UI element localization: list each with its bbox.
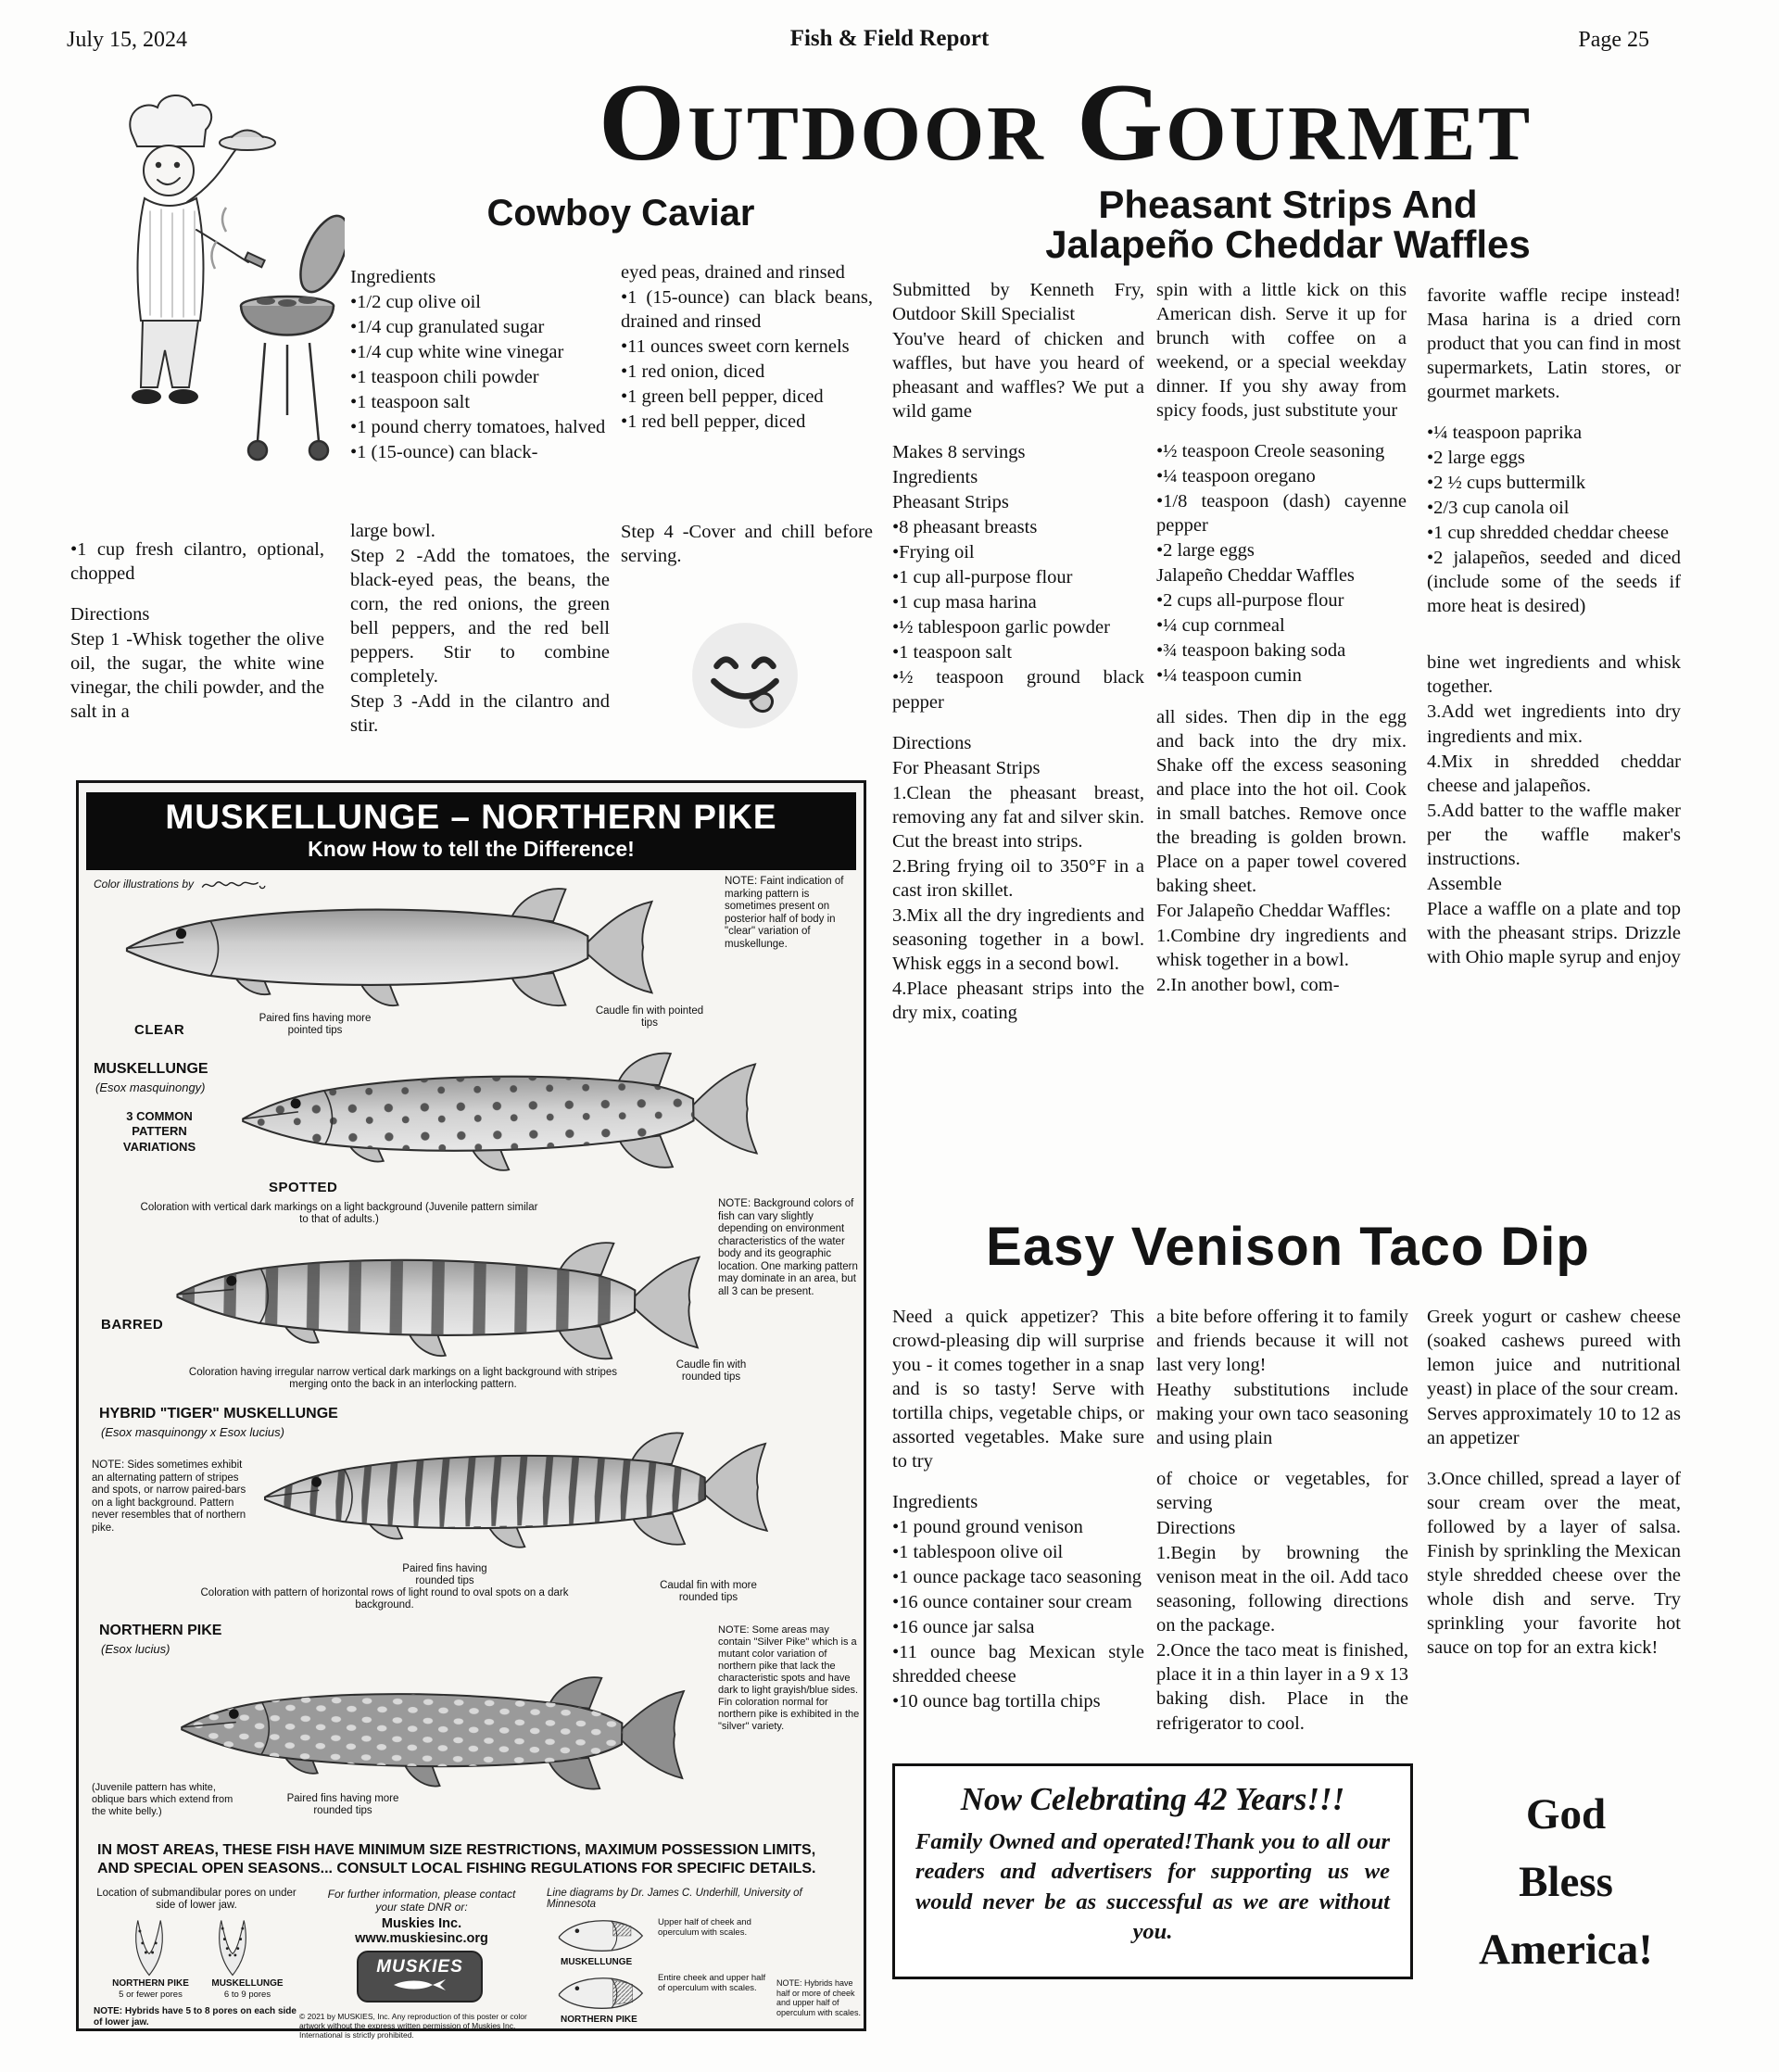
poster-title: MUSKELLUNGE – NORTHERN PIKE <box>165 798 777 836</box>
venison-column-1 <box>892 1305 1144 1715</box>
paragraph <box>1156 423 1407 438</box>
paragraph: 4.Place pheasant strips into the dry mix, coating <box>892 978 1144 1023</box>
paragraph: 2.In another bowl, com- <box>1156 974 1340 995</box>
paragraph: Makes 8 servings <box>892 442 1026 463</box>
juvenile-pattern-note: (Juvenile pattern has white, oblique bars which extend from the white belly.) <box>92 1782 233 1817</box>
pike-name: NORTHERN PIKE <box>99 1623 222 1638</box>
pores-muskie-count: 6 to 9 pores <box>223 1990 271 2000</box>
paragraph: Heathy substitutions include making your own taco seasoning and using plain <box>1156 1380 1408 1449</box>
paragraph: Need a quick appetizer? This crowd-pleasing dip will surprise you - it comes together in a snap and is so tasty! Serve with tortilla chips, vegetable chips, or assorted vegetables. Make sure to try <box>892 1307 1144 1472</box>
paragraph: •1 (15-ounce) can black- <box>350 442 538 463</box>
paragraph: •1 pound ground venison <box>892 1517 1083 1538</box>
cowboy-caviar-ingredients-col2 <box>621 260 873 435</box>
poster-title-bar <box>86 792 856 870</box>
pheasant-column-1 <box>892 278 1144 1026</box>
pike-sci-name: (Esox lucius) <box>101 1642 170 1656</box>
anniversary-body: Family Owned and operated!Thank you to all our readers and advertisers for supporting us we would never be as successful as we are without you. <box>915 1829 1390 1944</box>
paragraph <box>1156 689 1407 704</box>
paragraph: •8 pheasant breasts <box>892 517 1038 538</box>
line-diagrams-credit: Line diagrams by Dr. James C. Underhill, University of Minnesota <box>547 1888 802 1910</box>
pheasant-column-2 <box>1156 278 1407 998</box>
clear-muskellunge-illustration <box>127 889 652 1005</box>
coloration-pike-text: Coloration with pattern of horizontal rows of light round to oval spots on a dark background. <box>200 1587 569 1611</box>
paragraph: •2 cups all-purpose flour <box>1156 590 1344 612</box>
contact-line1: For further information, please contact <box>327 1888 516 1901</box>
callout-caudle-fin-rounded: Caudle fin with rounded tips <box>675 1359 747 1383</box>
paragraph: Jalapeño Cheddar Waffles <box>1156 565 1355 587</box>
pheasant-title-line2: Jalapeño Cheddar Waffles <box>1045 221 1531 266</box>
cheek-pike-note: Entire cheek and upper half of operculum with scales. <box>658 1973 766 1994</box>
hybrid-name: HYBRID "TIGER" MUSKELLUNGE <box>99 1406 338 1421</box>
cheek-muskie-label: MUSKELLUNGE <box>561 1957 633 1967</box>
paragraph: •1/4 cup granulated sugar <box>350 317 545 338</box>
note-background-colors: NOTE: Background colors of fish can vary slightly depending on environment characteristics of the water body and its geographic location. One marking pattern may dominate in an area, but all 3 can be present. <box>718 1198 858 1297</box>
paragraph: •1 teaspoon salt <box>892 642 1013 663</box>
recipe-title-venison-taco-dip: Easy Venison Taco Dip <box>986 1217 1590 1277</box>
paragraph: all sides. Then dip in the egg and back into the dry mix. Shake off the excess seasoning and place into the hot oil. Cook in small batches. Remove once the breading is golden brown. Place on a paper towel covered baking sheet. <box>1156 706 1407 896</box>
pheasant-title-line1: Pheasant Strips And <box>1098 183 1478 226</box>
spotted-muskellunge-illustration <box>242 1052 757 1175</box>
contact-organization: Muskies Inc. <box>381 1916 462 1931</box>
illustration-credit <box>94 878 271 892</box>
pores-hybrid-note: NOTE: Hybrids have 5 to 8 pores on each side of lower jaw. <box>94 2006 296 2028</box>
paragraph: •1 teaspoon salt <box>350 392 471 413</box>
kettle-grill-icon <box>211 208 345 460</box>
paragraph: •2 large eggs <box>1156 540 1255 562</box>
yum-face-emoji-icon <box>688 619 801 732</box>
paragraph: of choice or vegetables, for serving <box>1156 1469 1408 1514</box>
venison-column-2 <box>1156 1305 1408 1737</box>
paragraph: •¾ teaspoon baking soda <box>1156 640 1346 662</box>
header-date: July 15, 2024 <box>67 28 188 52</box>
callout-caudal-fin-more-rounded: Caudal fin with more rounded tips <box>660 1580 757 1604</box>
paragraph: Ingredients <box>350 267 436 287</box>
pores-pike-label <box>107 1978 195 2000</box>
callout-paired-fins-rounded: Paired fins having rounded tips <box>402 1563 487 1587</box>
paragraph: •16 ounce container sour cream <box>892 1592 1132 1613</box>
pheasant-column-3 <box>1427 284 1681 970</box>
anniversary-box <box>892 1763 1413 1979</box>
publication-name: Fish & Field Report <box>789 26 990 51</box>
paragraph: •1 green bell pepper, diced <box>621 386 824 408</box>
cowboy-caviar-steps <box>350 519 610 739</box>
barred-muskellunge-illustration <box>176 1235 699 1360</box>
paragraph: •1 red onion, diced <box>621 361 765 383</box>
muskellunge-sci-name: (Esox masquinongy) <box>95 1080 206 1094</box>
paragraph <box>1427 405 1681 420</box>
cowboy-caviar-ingredients-col1 <box>350 265 610 465</box>
paragraph: spin with a little kick on this American dish. Serve it up for brunch with coffee on a weekend, or a special weekday dinner. If you shy away from spicy foods, just substitute your <box>1156 280 1407 422</box>
cheek-pike-label: NORTHERN PIKE <box>561 2015 637 2025</box>
paragraph: •½ teaspoon Creole seasoning <box>1156 441 1385 462</box>
muskies-inc-logo <box>357 1951 483 2003</box>
paragraph: •¼ cup cornmeal <box>1156 615 1285 637</box>
chef-at-grill-illustration <box>76 72 345 489</box>
paragraph: Greek yogurt or cashew cheese (soaked cashews pureed with lemon juice and nutritional yeast) in place of the sour cream. <box>1427 1307 1681 1400</box>
paragraph: •1 cup all-purpose flour <box>892 567 1073 588</box>
paragraph: •½ teaspoon ground black pepper <box>892 667 1144 713</box>
paragraph: 1.Clean the pheasant breast, removing any fat and silver skin. Cut the breast into strips. <box>892 782 1144 852</box>
paragraph: You've heard of chicken and waffles, but have you heard of pheasant and waffles? We put a wild game <box>892 329 1144 423</box>
paragraph <box>70 587 324 601</box>
paragraph: eyed peas, drained and rinsed <box>621 262 845 283</box>
paragraph: •Frying oil <box>892 542 975 563</box>
hybrid-tiger-muskellunge-illustration <box>264 1432 767 1552</box>
paragraph: •1/8 teaspoon (dash) cayenne pepper <box>1156 491 1407 537</box>
pores-pike-name: NORTHERN PIKE <box>112 1978 189 1989</box>
northern-pike-illustration <box>181 1670 684 1790</box>
paragraph <box>1427 635 1681 650</box>
recipe-title-cowboy-caviar: Cowboy Caviar <box>486 193 755 234</box>
northern-pike-head-diagram <box>560 1978 643 2008</box>
paragraph: •¼ teaspoon oregano <box>1156 466 1316 487</box>
paragraph: large bowl. <box>350 521 435 541</box>
god-bless-line2: Bless <box>1519 1857 1613 1906</box>
paragraph: Place a waffle on a plate and top with the pheasant strips. Drizzle with Ohio maple syrup and enjoy <box>1427 898 1681 967</box>
muskellunge-head-diagram <box>560 1921 643 1951</box>
paragraph: •1/2 cup olive oil <box>350 292 481 313</box>
muskies-logo-text: MUSKIES <box>376 1957 463 1977</box>
god-bless-line3: America! <box>1479 1925 1653 1974</box>
paragraph: •¼ teaspoon paprika <box>1427 423 1583 444</box>
paragraph: Directions <box>70 604 150 625</box>
paragraph: Pheasant Strips <box>892 492 1009 513</box>
fish-silhouette-icon <box>392 1977 448 1992</box>
paragraph: Step 3 -Add in the cilantro and stir. <box>350 691 610 737</box>
chef-hat-icon <box>130 95 211 146</box>
paragraph: 2.Bring frying oil to 350°F in a cast iron skillet. <box>892 855 1144 901</box>
note-hybrid-sides: NOTE: Sides sometimes exhibit an alternating pattern of stripes and spots, or narrow paired-bars on a light background. Pattern never resembles that of northern pike. <box>92 1459 246 1534</box>
muskellunge-jaw-pores-diagram <box>220 1920 246 1975</box>
poster-copyright: © 2021 by MUSKIES, Inc. Any reproduction of this poster or color artwork without the express written permission of Muskies Inc. International is strictly prohibited. <box>299 2012 527 2040</box>
paragraph: 1.Combine dry ingredients and whisk together in a bowl. <box>1156 925 1407 970</box>
venison-column-3 <box>1427 1305 1681 1661</box>
paragraph: favorite waffle recipe instead! Masa harina is a dried corn product that you can find in most supermarkets, Latin stores, or gourmet markets. <box>1427 285 1681 403</box>
pores-muskie-name: MUSKELLUNGE <box>211 1978 284 1989</box>
paragraph: a bite before offering it to family and friends because it will not last very long! <box>1156 1307 1408 1376</box>
paragraph <box>892 1474 1144 1489</box>
paragraph: 2.Once the taco meat is finished, place it in a thin layer in a 9 x 13 baking dish. Place in the refrigerator to cool. <box>1156 1640 1408 1734</box>
callout-paired-fins-pointed: Paired fins having more pointed tips <box>259 1013 372 1037</box>
paragraph: 1.Begin by browning the venison meat in the oil. Add taco seasoning, following directions on the package. <box>1156 1543 1408 1636</box>
label-spotted: SPOTTED <box>269 1180 338 1195</box>
paragraph: Step 2 -Add the tomatoes, the black-eyed peas, the beans, the corn, the red onions, the green bell peppers, and the red bell peppers. Stir to combine completely. <box>350 546 610 688</box>
paragraph: •1 tablespoon olive oil <box>892 1542 1064 1563</box>
paragraph: Assemble <box>1427 873 1502 894</box>
hybrid-sci-name: (Esox masquinongy x Esox lucius) <box>101 1425 284 1439</box>
god-bless-line1: God <box>1525 1790 1607 1838</box>
artist-signature-icon <box>196 878 271 892</box>
cheek-hybrid-note: NOTE: Hybrids have half or more of cheek and upper half of operculum with scales. <box>776 1978 862 2017</box>
page-title: Outdoor Gourmet <box>598 60 1533 183</box>
paragraph: 3.Add wet ingredients into dry ingredients and mix. <box>1427 701 1681 747</box>
contact-line2: your state DNR or: <box>375 1901 468 1914</box>
god-bless-america-text <box>1445 1781 1686 1984</box>
regulations-warning: IN MOST AREAS, THESE FISH HAVE MINIMUM SIZE RESTRICTIONS, MAXIMUM POSSESSION LIMITS, AND SPECIAL OPEN SEASONS... CONSULT LOCAL FISHING REGULATIONS FOR SPECIFIC DETAILS. <box>97 1842 816 1876</box>
pattern-variations-label: 3 COMMON PATTERN VARIATIONS <box>122 1109 196 1154</box>
paragraph: •1 pound cherry tomatoes, halved <box>350 417 606 438</box>
paragraph: •1 cup shredded cheddar cheese <box>1427 523 1670 544</box>
credit-text: Color illustrations by <box>94 878 195 891</box>
anniversary-title: Now Celebrating 42 Years!!! <box>960 1781 1345 1817</box>
paragraph: •2 ½ cups buttermilk <box>1427 473 1586 494</box>
contact-block <box>316 1888 527 1946</box>
fish-identification-poster <box>76 780 866 2040</box>
paragraph: •1/4 cup white wine vinegar <box>350 342 564 363</box>
pores-heading: Location of submandibular pores on under side of lower jaw. <box>96 1888 296 1912</box>
paragraph: •1 ounce package taco seasoning <box>892 1567 1142 1588</box>
paragraph: 3.Once chilled, spread a layer of sour cream over the meat, followed by a layer of salsa. Finish by sprinkling the Mexican style shredded cheese over the whole dish and serve. Try sprinkling your favorite hot sauce on top for an extra kick! <box>1427 1469 1681 1659</box>
paragraph: •1 teaspoon chili powder <box>350 367 539 388</box>
note-silver-pike: NOTE: Some areas may contain "Silver Pike" which is a mutant color variation of northern pike that lack the characteristic spots and have dark to light grayish/blue sides. Fin coloration normal for northern pike is exhibited in the "silver" variety. <box>718 1624 860 1732</box>
cowboy-caviar-step4: Step 4 -Cover and chill before serving. <box>621 522 873 567</box>
note-clear-variation: NOTE: Faint indication of marking pattern is sometimes present on posterior half of body in "clear" variation of muskellunge. <box>725 876 844 950</box>
paragraph: Directions <box>1156 1518 1236 1539</box>
pores-muskie-label <box>201 1978 294 2000</box>
paragraph: Ingredients <box>892 467 978 488</box>
paragraph: 3.Mix all the dry ingredients and seasoning together in a bowl. Whisk eggs in a second bowl. <box>892 904 1144 974</box>
paragraph: •2 large eggs <box>1427 448 1525 469</box>
paragraph: Serves approximately 10 to 12 as an appetizer <box>1427 1404 1681 1449</box>
page-number: Page 25 <box>1578 28 1649 52</box>
muskellunge-name: MUSKELLUNGE <box>94 1061 208 1077</box>
paragraph: •2/3 cup canola oil <box>1427 498 1570 519</box>
coloration-hybrid-text: Coloration having irregular narrow vertical dark markings on a light background with stripes merging onto the back in an interlocking pattern. <box>188 1367 618 1391</box>
paragraph: •1 cup masa harina <box>892 592 1037 613</box>
paragraph <box>1427 1451 1681 1466</box>
paragraph: Ingredients <box>892 1492 978 1513</box>
paragraph: •10 ounce bag tortilla chips <box>892 1691 1101 1712</box>
paragraph: 4.Mix in shredded cheddar cheese and jalapeños. <box>1427 751 1681 796</box>
paragraph: •¼ teaspoon cumin <box>1156 665 1302 687</box>
cheek-muskie-note: Upper half of cheek and operculum with scales. <box>658 1917 751 1939</box>
paragraph: •½ tablespoon garlic powder <box>892 617 1110 638</box>
paragraph: bine wet ingredients and whisk together. <box>1427 652 1681 698</box>
paragraph <box>1156 1451 1408 1466</box>
paragraph <box>1427 619 1681 634</box>
paragraph: •1 red bell pepper, diced <box>621 411 806 433</box>
paragraph: 5.Add batter to the waffle maker per the waffle maker's instructions. <box>1427 800 1681 869</box>
poster-subtitle: Know How to tell the Difference! <box>308 837 635 861</box>
paragraph <box>892 424 1144 439</box>
paragraph: For Jalapeño Cheddar Waffles: <box>1156 900 1392 921</box>
paragraph: •16 ounce jar salsa <box>892 1617 1035 1638</box>
paragraph: •11 ounce bag Mexican style shredded cheese <box>892 1642 1144 1687</box>
paragraph <box>892 715 1144 730</box>
callout-paired-fins-more-rounded: Paired fins having more rounded tips <box>286 1793 399 1817</box>
paragraph: Step 1 -Whisk together the olive oil, the sugar, the white wine vinegar, the chili powder, and the salt in a <box>70 629 324 723</box>
paragraph: For Pheasant Strips <box>892 757 1041 778</box>
pike-jaw-pores-diagram <box>136 1920 163 1975</box>
contact-website: www.muskiesinc.org <box>355 1931 488 1946</box>
paragraph: Directions <box>892 732 972 753</box>
paragraph: •2 jalapeños, seeded and diced (include some of the seeds if more heat is desired) <box>1427 548 1681 617</box>
label-clear: CLEAR <box>134 1022 185 1038</box>
recipe-title-pheasant <box>880 185 1696 265</box>
paragraph: •11 ounces sweet corn kernels <box>621 336 850 358</box>
coloration-barred-text: Coloration with vertical dark markings on a light background (Juvenile pattern similar to that of adults.) <box>140 1202 538 1226</box>
paragraph: Submitted by Kenneth Fry, Outdoor Skill Specialist <box>892 280 1144 325</box>
pores-pike-count: 5 or fewer pores <box>119 1990 183 2000</box>
callout-caudle-fin-pointed: Caudle fin with pointed tips <box>595 1005 704 1030</box>
paragraph: •1 cup fresh cilantro, optional, chopped <box>70 539 324 585</box>
label-barred: BARRED <box>101 1317 164 1333</box>
paragraph: •1 (15-ounce) can black beans, drained and rinsed <box>621 287 873 333</box>
cowboy-caviar-left-column <box>70 537 324 725</box>
